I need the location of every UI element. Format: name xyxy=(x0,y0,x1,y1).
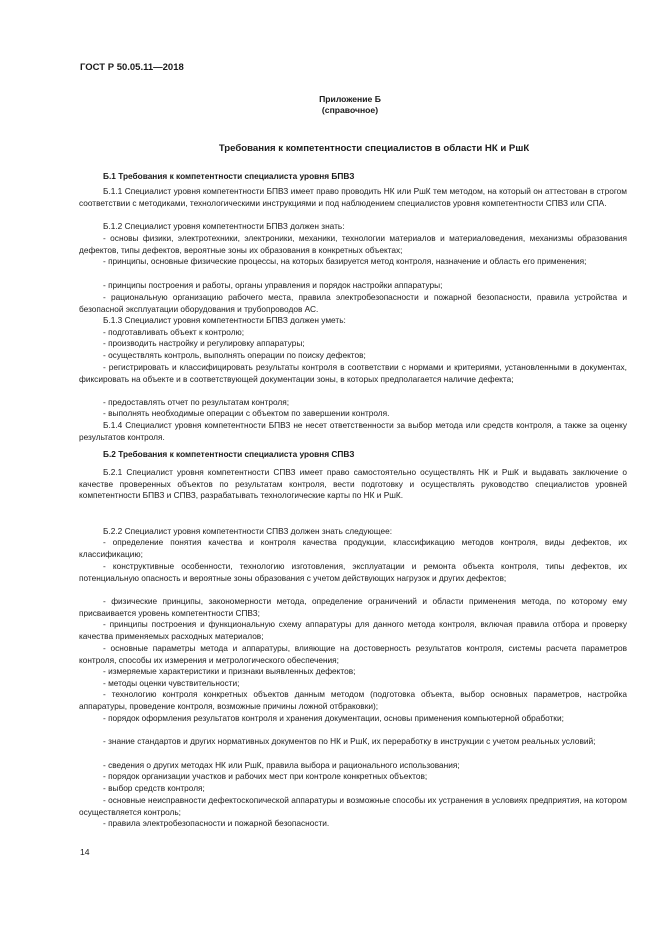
paragraph: Б.2.2 Специалист уровня компетентности СПВЗ должен знать следующее: xyxy=(103,526,392,536)
paragraph: Б.1.3 Специалист уровня компетентности БПВЗ должен уметь: xyxy=(103,315,346,325)
list-item: - производить настройку и регулировку аппаратуры; xyxy=(103,338,305,348)
list-item: - принципы построения и работы, органы управления и порядок настройки аппаратуры; xyxy=(103,280,443,290)
list-item: - правила электробезопасности и пожарной безопасности. xyxy=(103,818,330,828)
list-item: - выбор средств контроля; xyxy=(103,783,205,793)
list-item: - основы физики, электротехники, электроники, механики, технологии материалов и материаловедения, механизмы образования дефектов, типы дефектов, вероятные зоны их образования в конкретных объектах; xyxy=(79,233,627,255)
list-item: - измеряемые характеристики и признаки выявленных дефектов; xyxy=(103,666,356,676)
list-item: - определение понятия качества и контроля качества продукции, классификацию методов контроля, виды дефектов, их классификацию; xyxy=(79,537,627,559)
list-item: - регистрировать и классифицировать результаты контроля в соответствии с нормами и критериями, установленными в документах, фиксировать на объекте и в соответствующей документации зоны, в которых предполагается наличие дефекта; xyxy=(79,362,627,384)
appendix-heading xyxy=(0,94,661,116)
list-item: - методы оценки чувствительности; xyxy=(103,678,240,688)
paragraph: Б.1.4 Специалист уровня компетентности БПВЗ не несет ответственности за выбор метода или средств контроля, а также за оценку результатов контроля. xyxy=(79,420,627,442)
list-item: - порядок организации участков и рабочих мест при контроле конкретных объектов; xyxy=(103,771,428,781)
list-item: - основные неисправности дефектоскопической аппаратуры и возможные способы их устранения в условиях предприятия, на котором осуществляется контроль; xyxy=(79,795,627,817)
appendix-type: (справочное) xyxy=(321,105,379,115)
paragraph: Б.2.1 Специалист уровня компетентности СПВЗ имеет право самостоятельно осуществлять НК и РшК и выдавать заключение о качестве проверенных объектов по результатам контроля, вести подготовку и осуществлять руководство специалистов уровней компетентности БПВЗ и СПВЗ, разрабатывать технологические карты по НК и РшК. xyxy=(79,467,627,501)
appendix-label: Приложение Б xyxy=(319,94,381,104)
page-number: 14 xyxy=(80,847,90,857)
paragraph: Б.1.1 Специалист уровня компетентности БПВЗ имеет право проводить НК или РшК тем методом, на который он аттестован в строгом соответствии с методиками, технологическими инструкциями и под наблюдением специалистов уровня компетентности СПВЗ или СПА. xyxy=(79,186,627,208)
list-item: - порядок оформления результатов контроля и хранения документации, основы применения компьютерной обработки; xyxy=(103,713,564,723)
section-heading-b1: Б.1 Требования к компетентности специалиста уровня БПВЗ xyxy=(103,171,355,181)
list-item: - подготавливать объект к контролю; xyxy=(103,327,245,337)
list-item: - сведения о других методах НК или РшК, правила выбора и рационального использования; xyxy=(103,760,460,770)
list-item: - знание стандартов и других нормативных документов по НК и РшК, их переработку в инструкции с учетом реальных условий; xyxy=(103,736,596,746)
section-heading-b2: Б.2 Требования к компетентности специалиста уровня СПВЗ xyxy=(103,449,355,459)
appendix-title: Требования к компетентности специалистов в области НК и РшК xyxy=(218,143,530,154)
list-item: - основные параметры метода и аппаратуры, влияющие на достоверность результатов контроля, системы расчета параметров контроля, способы их измерения и метрологического обеспечения; xyxy=(79,643,627,665)
document-code: ГОСТ Р 50.05.11—2018 xyxy=(80,62,184,73)
list-item: - предоставлять отчет по результатам контроля; xyxy=(103,397,290,407)
list-item: - осуществлять контроль, выполнять операции по поиску дефектов; xyxy=(103,350,366,360)
paragraph: Б.1.2 Специалист уровня компетентности БПВЗ должен знать: xyxy=(103,221,345,231)
list-item: - технологию контроля конкретных объектов данным методом (подготовка объекта, выбор основных параметров, настройка аппаратуры, проведение контроля, возможные причины ложной отбраковки); xyxy=(79,689,627,711)
list-item: - конструктивные особенности, технологию изготовления, эксплуатации и ремонта объекта контроля, типы дефектов, их потенциальную опасность и вероятные зоны образования с учетом действующих нагрузок и других дефектов; xyxy=(79,561,627,583)
list-item: - выполнять необходимые операции с объектом по завершении контроля. xyxy=(103,408,390,418)
list-item: - физические принципы, закономерности метода, определение ограничений и области применения метода, по которому ему присваивается уровень компетентности СПВЗ; xyxy=(79,596,627,618)
list-item: - принципы, основные физические процессы, на которых базируется метод контроля, назначение и область его применения; xyxy=(103,256,587,266)
list-item: - рациональную организацию рабочего места, правила электробезопасности и пожарной безопасности, правила устройства и безопасной эксплуатации оборудования и трубопроводов АС. xyxy=(79,292,627,314)
list-item: - принципы построения и функциональную схему аппаратуры для данного метода контроля, включая правила отбора и проверку качества применяемых расходных материалов; xyxy=(79,619,627,641)
